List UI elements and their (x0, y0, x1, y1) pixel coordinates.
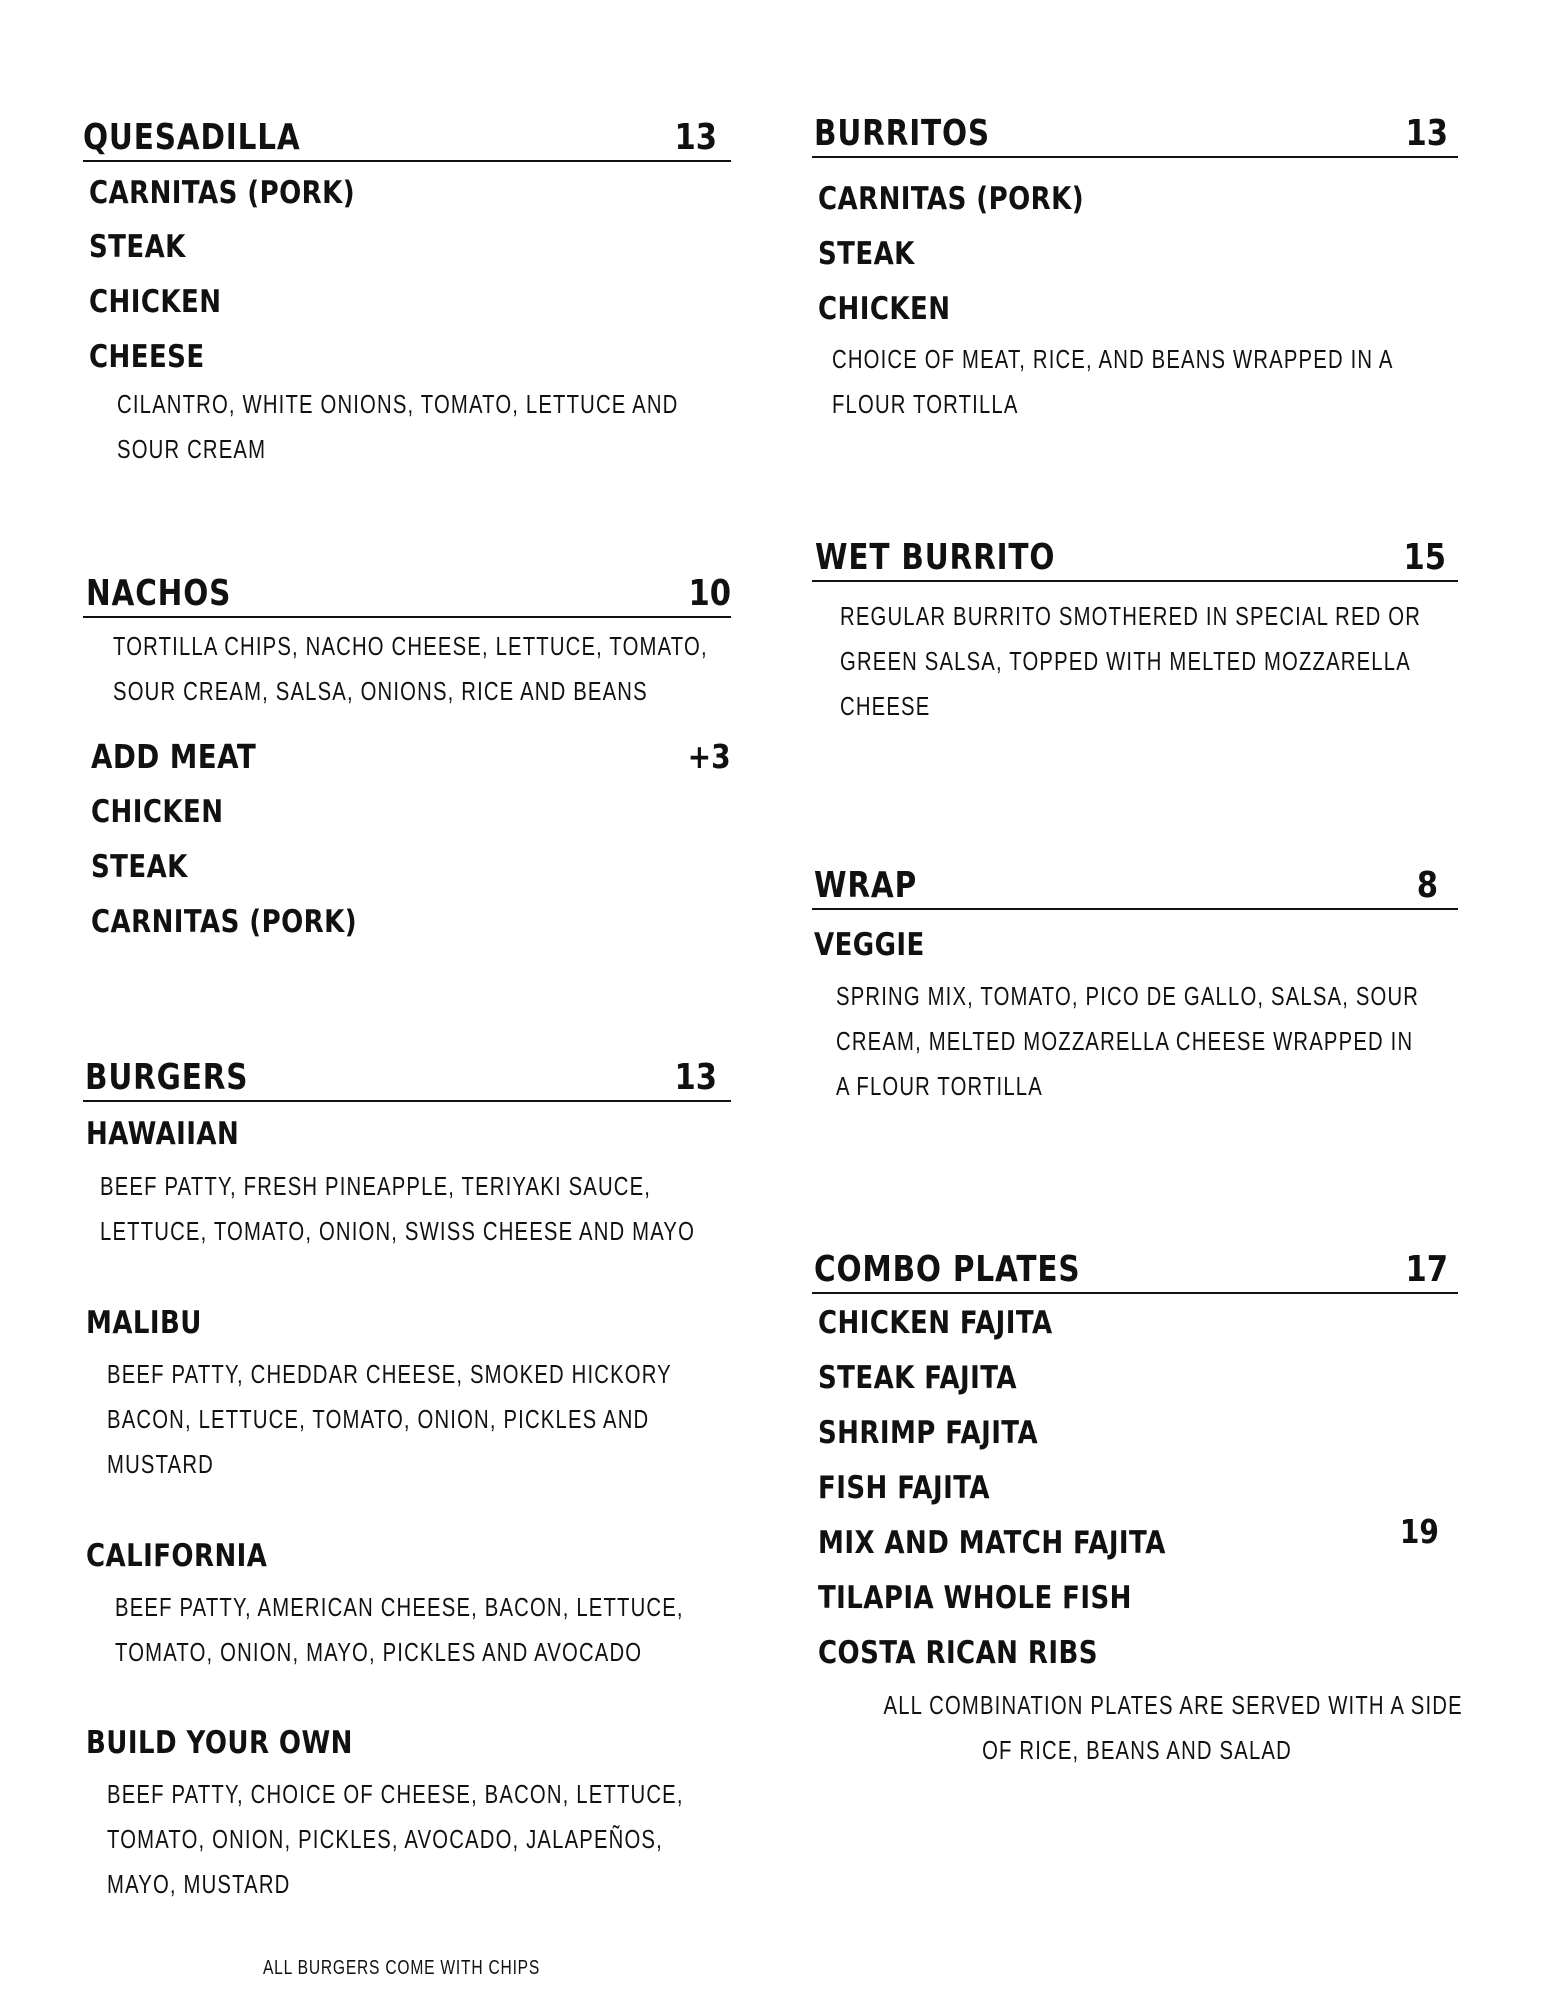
section-title: NACHOS (86, 573, 232, 614)
menu-item: COSTA RICAN RIBS (818, 1635, 1098, 1671)
add-meat-label: ADD MEAT (91, 737, 257, 776)
combo-note (812, 1683, 1462, 1773)
section-header (812, 520, 1458, 582)
burger-name-malibu: MALIBU (86, 1305, 202, 1341)
description-line: BEEF PATTY, FRESH PINEAPPLE, TERIYAKI SAUCE, (100, 1171, 652, 1201)
section-header (812, 96, 1458, 158)
menu-item: CARNITAS (PORK) (818, 181, 1085, 217)
item-description (113, 624, 708, 714)
section-price: 13 (674, 117, 717, 158)
description-line: FLOUR TORTILLA (832, 389, 1019, 419)
item-description (836, 974, 1419, 1109)
quesadilla-section (83, 100, 731, 162)
section-header (83, 556, 731, 618)
item-description (840, 594, 1421, 729)
item-description (100, 1164, 695, 1254)
section-price: 17 (1405, 1249, 1448, 1290)
description-line: TOMATO, ONION, MAYO, PICKLES AND AVOCADO (115, 1637, 643, 1667)
item-description (117, 382, 679, 472)
burger-name-build-your-own: BUILD YOUR OWN (86, 1725, 353, 1761)
section-title: WRAP (814, 865, 918, 906)
menu-item: VEGGIE (814, 927, 925, 963)
section-header (83, 1040, 731, 1102)
description-line: CREAM, MELTED MOZZARELLA CHEESE WRAPPED IN (836, 1026, 1414, 1056)
menu-item: SHRIMP FAJITA (818, 1415, 1039, 1451)
note-line: OF RICE, BEANS AND SALAD (982, 1735, 1292, 1765)
description-line: CHOICE OF MEAT, RICE, AND BEANS WRAPPED IN A (832, 344, 1394, 374)
burritos-section (812, 96, 1458, 158)
section-header (812, 848, 1458, 910)
section-title: WET BURRITO (815, 537, 1056, 578)
burger-name-hawaiian: HAWAIIAN (86, 1116, 240, 1152)
section-header (812, 1232, 1458, 1294)
menu-item: CHICKEN (91, 794, 224, 830)
section-price: 8 (1416, 865, 1438, 906)
menu-item: CHICKEN (818, 291, 951, 327)
add-meat-price: +3 (687, 737, 731, 776)
description-line: A FLOUR TORTILLA (836, 1071, 1043, 1101)
section-header (83, 100, 731, 162)
description-line: MAYO, MUSTARD (107, 1869, 291, 1899)
menu-item: CARNITAS (PORK) (91, 904, 358, 940)
item-description (107, 1352, 672, 1487)
section-title: COMBO PLATES (814, 1249, 1081, 1290)
wrap-section (812, 848, 1458, 910)
menu-item: FISH FAJITA (818, 1470, 990, 1506)
section-title: BURGERS (85, 1057, 249, 1098)
section-title: QUESADILLA (83, 117, 301, 158)
combo-plates-section (812, 1232, 1458, 1294)
description-line: BEEF PATTY, CHOICE OF CHEESE, BACON, LETTUCE, (107, 1779, 684, 1809)
description-line: CILANTRO, WHITE ONIONS, TOMATO, LETTUCE AND (117, 389, 679, 419)
description-line: TOMATO, ONION, PICKLES, AVOCADO, JALAPEÑOS, (107, 1824, 663, 1854)
item-description (115, 1585, 684, 1675)
section-price: 10 (688, 573, 731, 614)
item-description (107, 1772, 684, 1907)
description-line: BEEF PATTY, CHEDDAR CHEESE, SMOKED HICKORY (107, 1359, 672, 1389)
description-line: SPRING MIX, TOMATO, PICO DE GALLO, SALSA, SOUR (836, 981, 1420, 1011)
description-line: CHEESE (840, 691, 931, 721)
menu-item: STEAK (89, 229, 186, 265)
menu-item: STEAK (818, 236, 915, 272)
menu-item: CHICKEN (89, 284, 222, 320)
description-line: BEEF PATTY, AMERICAN CHEESE, BACON, LETTUCE, (115, 1592, 684, 1622)
section-title: BURRITOS (814, 113, 990, 154)
menu-item: TILAPIA WHOLE FISH (818, 1580, 1132, 1616)
note-line: ALL COMBINATION PLATES ARE SERVED WITH A SIDE (883, 1690, 1463, 1720)
description-line: TORTILLA CHIPS, NACHO CHEESE, LETTUCE, TOMATO, (113, 631, 708, 661)
nachos-section (83, 556, 731, 618)
item-description (832, 337, 1394, 427)
description-line: BACON, LETTUCE, TOMATO, ONION, PICKLES AND (107, 1404, 650, 1434)
section-price: 15 (1403, 537, 1446, 578)
menu-item: STEAK FAJITA (818, 1360, 1017, 1396)
menu-item: CARNITAS (PORK) (89, 175, 356, 211)
burgers-footnote: ALL BURGERS COME WITH CHIPS (263, 1957, 541, 1979)
description-line: SOUR CREAM (117, 434, 267, 464)
mix-and-match-price: 19 (1399, 1512, 1439, 1551)
burgers-section (83, 1040, 731, 1102)
menu-item: CHEESE (89, 339, 205, 375)
burger-name-california: CALIFORNIA (86, 1538, 268, 1574)
description-line: MUSTARD (107, 1449, 214, 1479)
section-price: 13 (1405, 113, 1448, 154)
description-line: SOUR CREAM, SALSA, ONIONS, RICE AND BEANS (113, 676, 648, 706)
menu-item: MIX AND MATCH FAJITA (818, 1525, 1166, 1561)
description-line: LETTUCE, TOMATO, ONION, SWISS CHEESE AND MAYO (100, 1216, 696, 1246)
description-line: GREEN SALSA, TOPPED WITH MELTED MOZZARELLA (840, 646, 1411, 676)
description-line: REGULAR BURRITO SMOTHERED IN SPECIAL RED OR (840, 601, 1422, 631)
menu-item: CHICKEN FAJITA (818, 1305, 1053, 1341)
menu-item: STEAK (91, 849, 188, 885)
wet-burrito-section (812, 520, 1458, 582)
section-price: 13 (674, 1057, 717, 1098)
